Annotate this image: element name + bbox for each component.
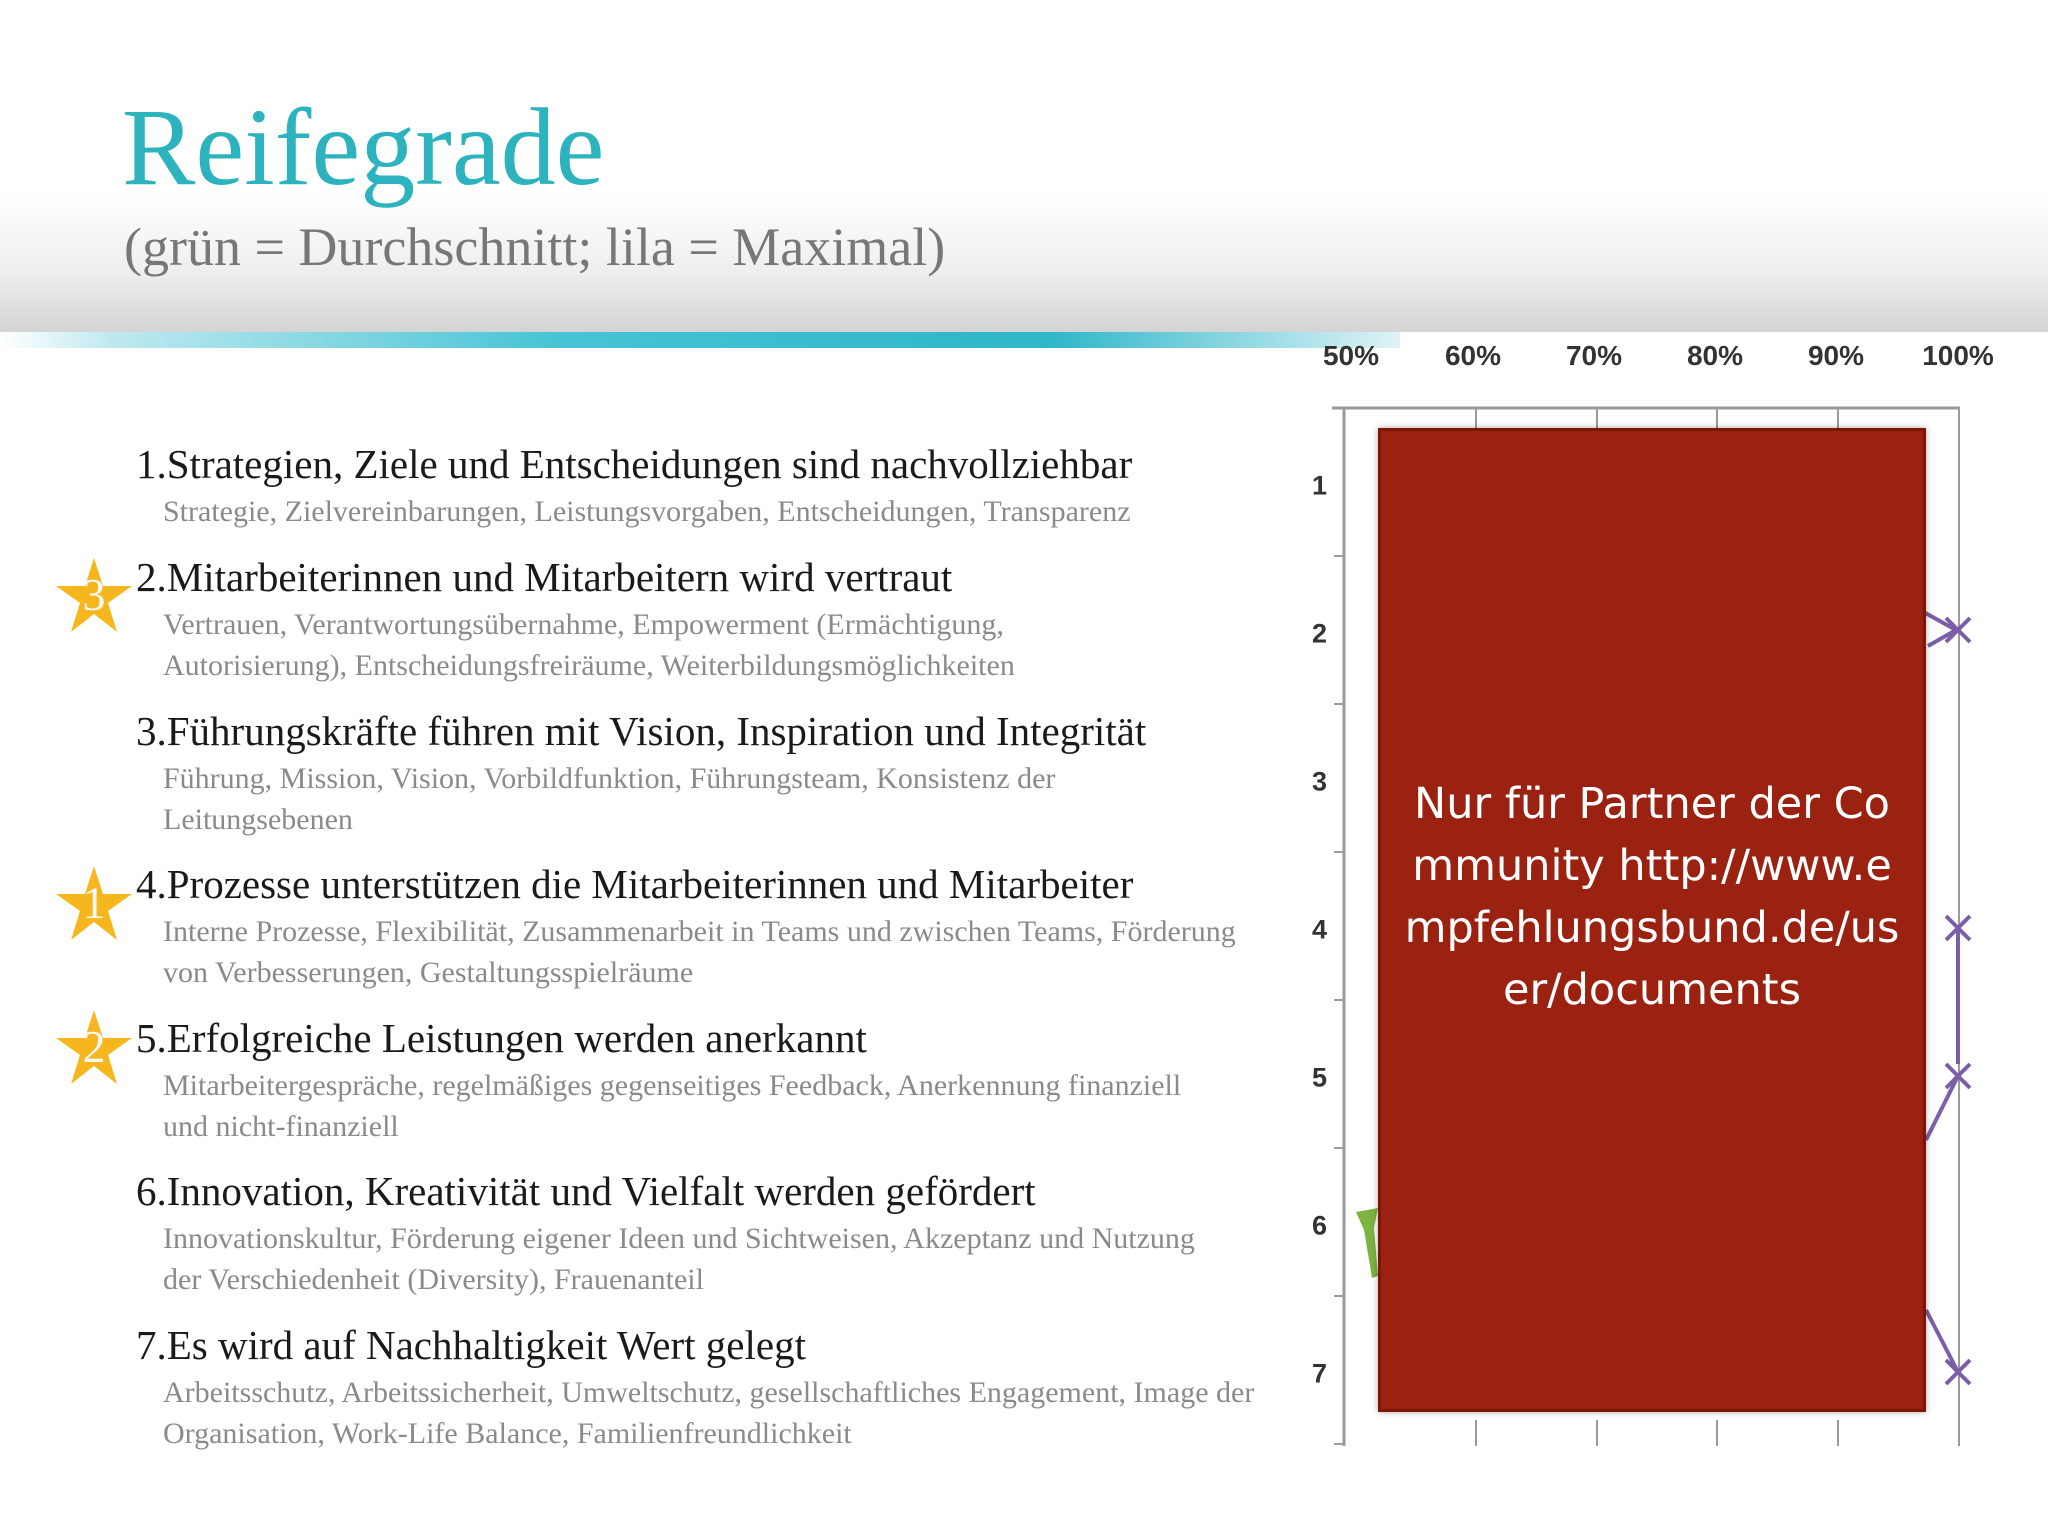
overlay-text: Nur für Partner der Community http://www.empfehlungsbund.de/user/documents (1404, 779, 1900, 1015)
x-tick-label: 80% (1686, 340, 1744, 371)
criterion-title: 6.Innovation, Kreativität und Vielfalt werden gefördert (136, 1168, 1036, 1214)
list-item (136, 707, 1296, 840)
x-tick-label: 70% (1565, 340, 1623, 371)
x-tick-label: 50% (1322, 340, 1380, 371)
criterion-description: Interne Prozesse, Flexibilität, Zusammenarbeit in Teams und zwischen Teams, Förderung von Verbesserungen, Gestaltungsspielräume (163, 915, 1236, 989)
y-tick-label: 6 (1312, 1210, 1328, 1241)
criterion-title: 1.Strategien, Ziele und Entscheidungen sind nachvollziehbar (136, 441, 1133, 487)
maximum-series-line (1926, 1076, 1958, 1140)
criterion-title: 3.Führungskräfte führen mit Vision, Inspiration und Integrität (136, 708, 1147, 754)
y-tick-label: 4 (1312, 914, 1328, 945)
page-title: Reifegrade (122, 86, 605, 208)
criterion-description: Arbeitsschutz, Arbeitssicherheit, Umweltschutz, gesellschaftliches Engagement, Image der Organisation, Work-Life Balance, Familienfreundlichkeit (163, 1376, 1255, 1450)
list-item (136, 1321, 1296, 1454)
list-item (136, 860, 1296, 993)
list-item (136, 553, 1296, 686)
criterion-description: Mitarbeitergespräche, regelmäßiges gegenseitiges Feedback, Anerkennung finanziell und nicht-finanziell (163, 1069, 1182, 1143)
maximum-series-line (1926, 1310, 1958, 1372)
star-icon (54, 1008, 134, 1088)
y-tick-label: 2 (1312, 618, 1328, 649)
y-tick-label: 7 (1312, 1358, 1328, 1389)
rank-number: 1 (82, 877, 106, 928)
criterion-title: 2.Mitarbeiterinnen und Mitarbeitern wird vertraut (136, 554, 953, 600)
criterion-title: 4.Prozesse unterstützen die Mitarbeiterinnen und Mitarbeiter (136, 861, 1134, 907)
average-series-marker (1356, 1208, 1378, 1278)
criterion-description: Vertrauen, Verantwortungsübernahme, Empowerment (Ermächtigung, Autorisierung), Entscheidungsfreiräume, Weiterbildungsmöglichkeiten (163, 608, 1015, 682)
star-icon (54, 556, 134, 636)
x-tick-label: 100% (1922, 340, 1994, 371)
x-tick-label: 90% (1807, 340, 1865, 371)
criterion-description: Führung, Mission, Vision, Vorbildfunktion, Führungsteam, Konsistenz der Leitungsebenen (163, 762, 1056, 836)
star-icon (54, 864, 134, 944)
criterion-title: 5.Erfolgreiche Leistungen werden anerkannt (136, 1015, 867, 1061)
partner-overlay-box (1378, 428, 1926, 1412)
x-tick-label: 60% (1444, 340, 1502, 371)
rank-number: 3 (82, 569, 106, 620)
criterion-description: Strategie, Zielvereinbarungen, Leistungsvorgaben, Entscheidungen, Transparenz (163, 495, 1131, 528)
rank-number: 2 (82, 1021, 106, 1072)
list-item (136, 440, 1296, 532)
y-tick-label: 3 (1312, 766, 1328, 797)
y-tick-label: 5 (1312, 1062, 1328, 1093)
accent-divider (0, 332, 1400, 348)
criterion-description: Innovationskultur, Förderung eigener Ideen und Sichtweisen, Akzeptanz und Nutzung der Verschiedenheit (Diversity), Frauenanteil (163, 1222, 1195, 1296)
criterion-title: 7.Es wird auf Nachhaltigkeit Wert gelegt (136, 1322, 806, 1368)
list-item (136, 1167, 1296, 1300)
list-item (136, 1014, 1296, 1147)
y-tick-label: 1 (1312, 470, 1328, 501)
page-subtitle: (grün = Durchschnitt; lila = Maximal) (124, 217, 946, 277)
